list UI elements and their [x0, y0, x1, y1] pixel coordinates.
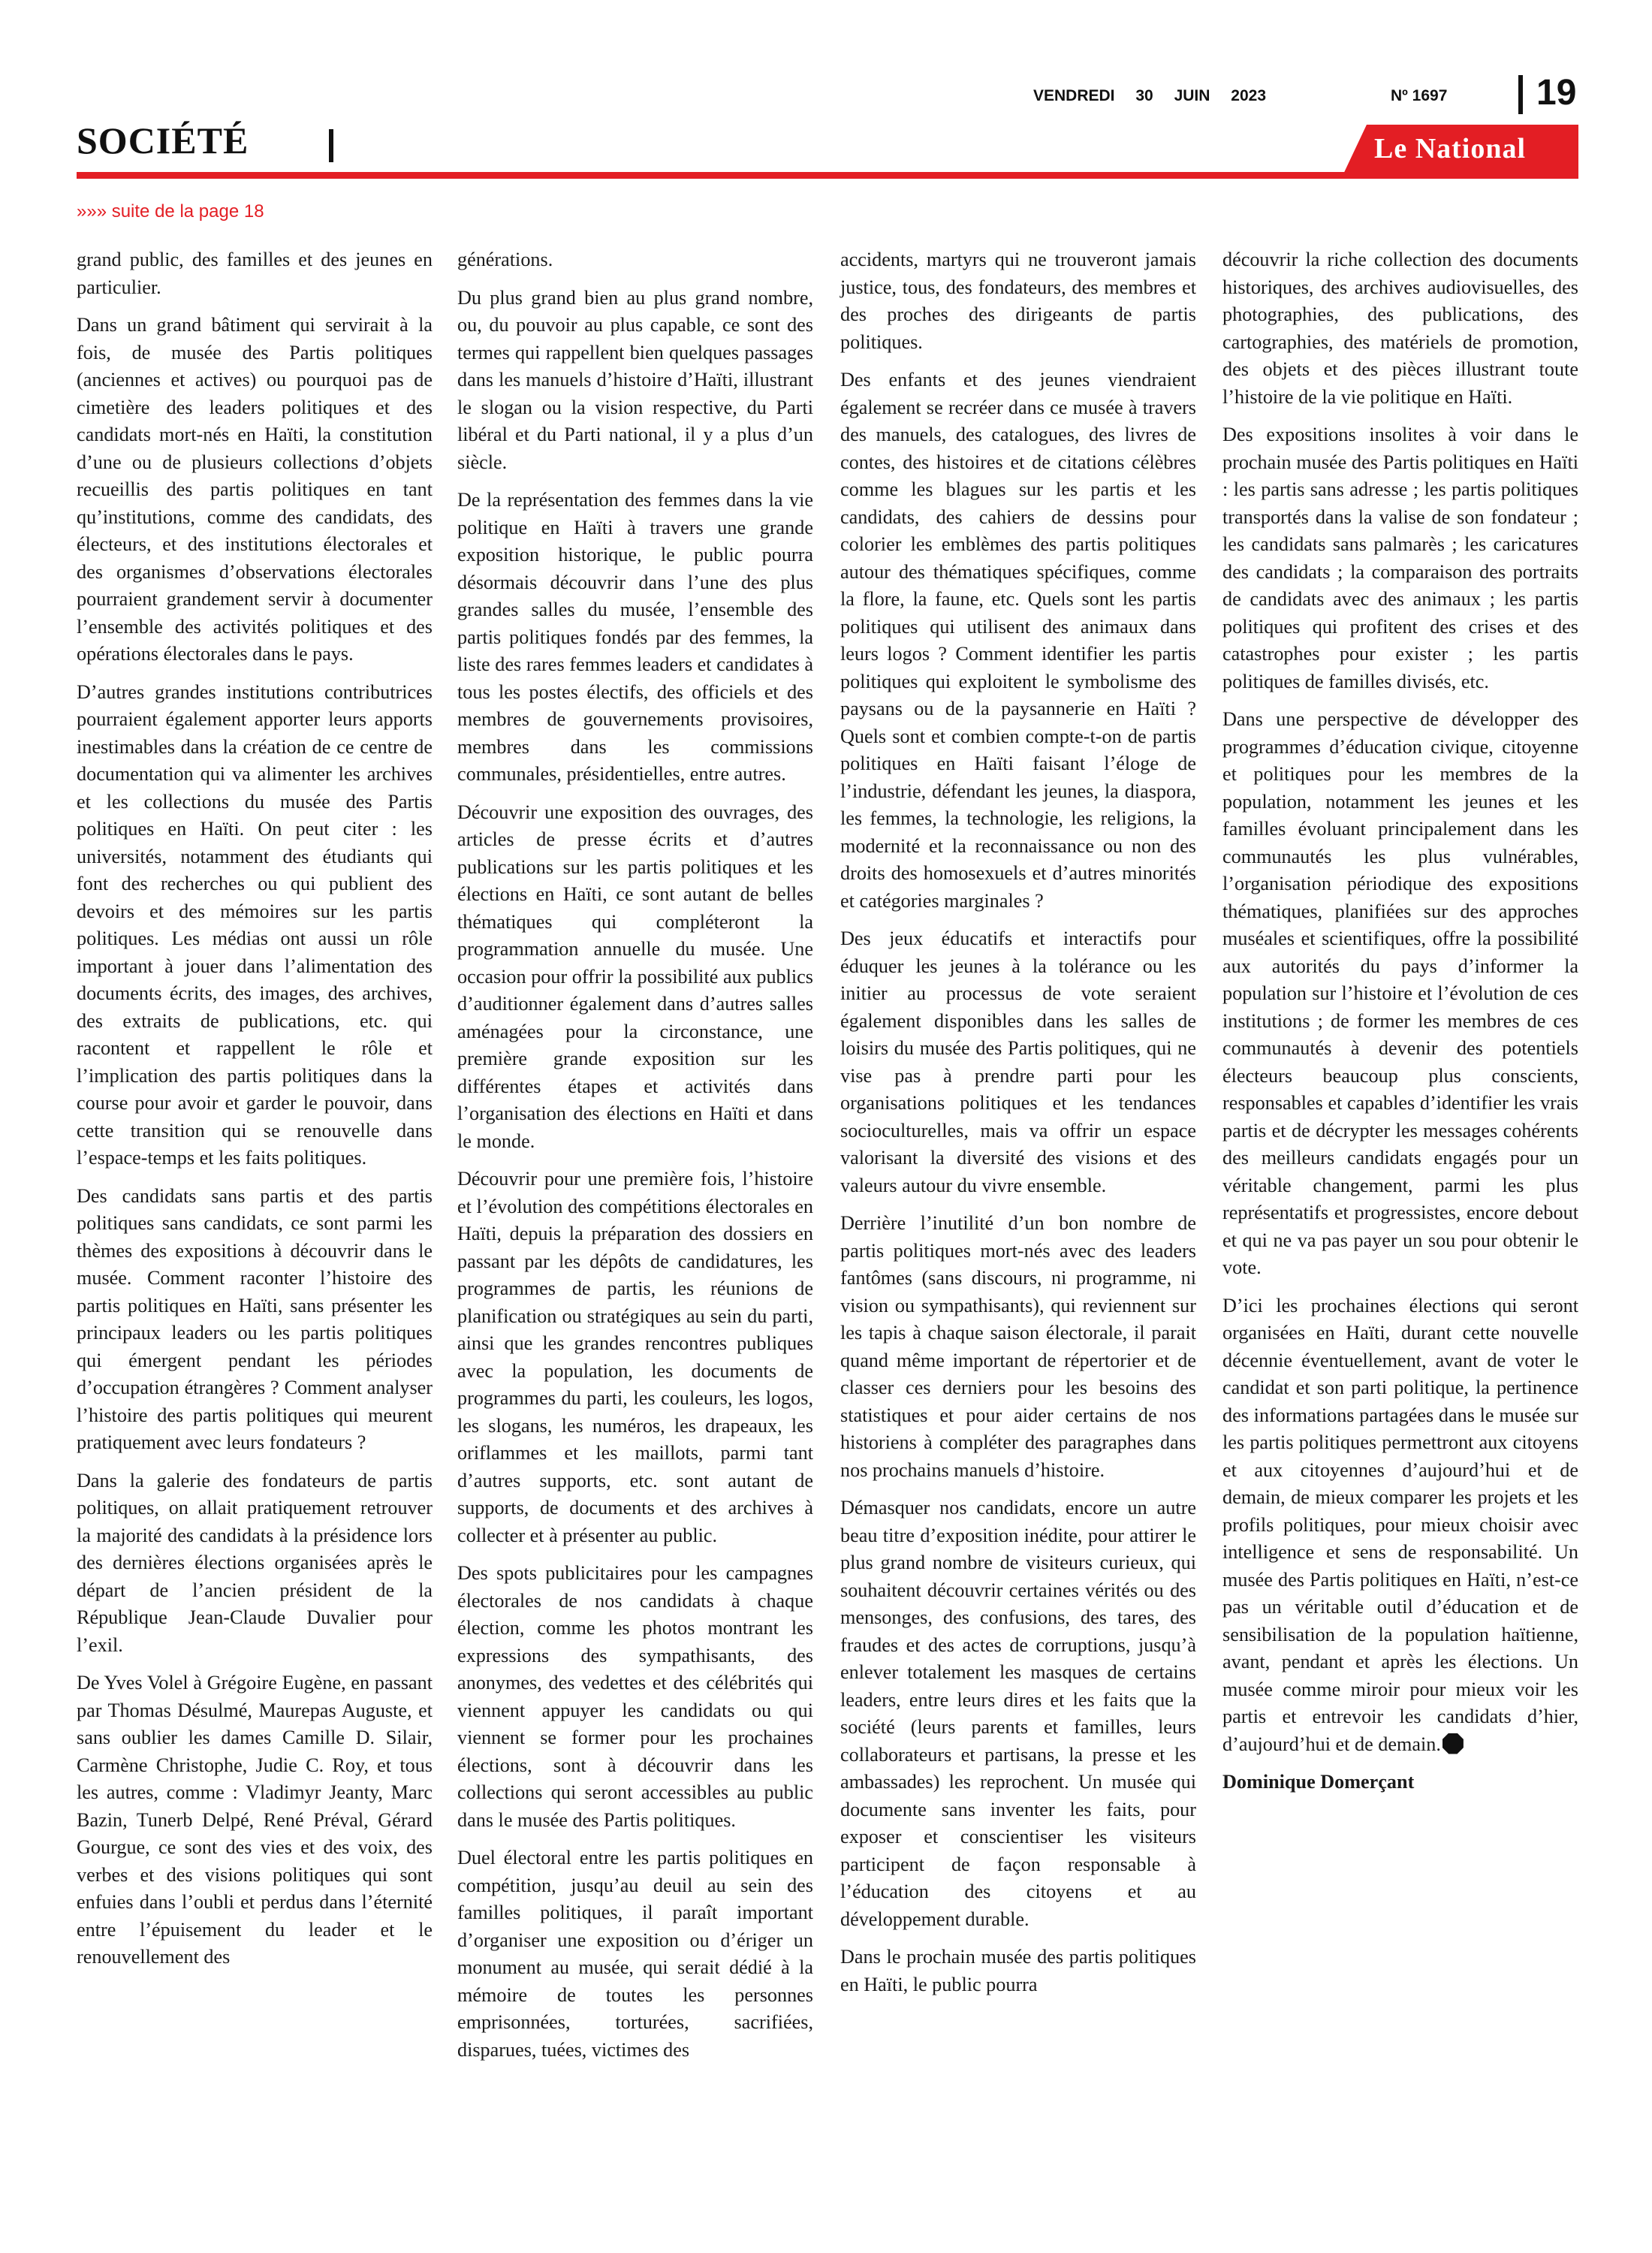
final-paragraph-text: D’ici les prochaines élections qui seront organisées en Haïti, durant cette nouvelle décennie éventuellement, avant de voter le candidat et son parti politique, la pertinence des informations partagées dans le musée sur les partis politiques permettront aux citoyens et aux citoyennes d’aujourd’hui et de demain, de mieux comparer les projets et les profils politiques, pour mieux choisir avec intelligence et sens de responsabilité. Un musée des Partis politiques en Haïti, n’est-ce pas un véritable outil d’éducation et de sensibilisation de la population haïtienne, avant, pendant et après les élections. Un musée comme miroir pour mieux voir les partis et entrevoir les candidats d’hier, d’aujourd’hui et de demain. [1222, 1294, 1578, 1755]
brand-logo-text: Le National [1374, 133, 1527, 164]
paragraph: Des expositions insolites à voir dans le prochain musée des Partis politiques en Haïti : les partis sans adresse ; les partis politiques transportés dans la valise de son fondateur ; les candidats sans palmarès ; les caricatures des candidats ; la comparaison des portraits de candidats avec des animaux ; les partis politiques qui profitent des crises et des catastrophes pour exister ; les partis politiques de familles divisés, etc. [1222, 424, 1578, 692]
date-month: JUIN [1174, 87, 1210, 104]
issue-date [1033, 87, 1283, 105]
section-divider [329, 129, 333, 162]
paragraph: Dans le prochain musée des partis politiques en Haïti, le public pourra [840, 1946, 1196, 1995]
issue-number: Nº 1697 [1391, 87, 1448, 104]
paragraph: Des enfants et des jeunes viendraient également se recréer dans ce musée à travers des manuels, des catalogues, des livres de contes, des histoires et de citations célèbres comme les blagues sur les partis et les candidats, des cahiers de dessins pour colorier les emblèmes des partis politiques autour des thématiques spécifiques, comme la flore, la faune, etc. Quels sont les partis politiques qui utilisent des animaux dans leurs logos ? Comment identifier les partis politiques qui exploitent le symbolisme des paysans ou de la paysannerie en Haïti ? Quels sont et combien compte-t-on de partis politiques en Haïti faisant l’éloge de l’industrie, défendant les jeunes, la diaspora, les femmes, la technologie, les religions, la modernité et la reconnaissance ou non des droits des homosexuels et d’autres minorités et catégories marginales ? [840, 369, 1196, 912]
article-column-1 [77, 246, 433, 1982]
paragraph: Démasquer nos candidats, encore un autre beau titre d’exposition inédite, pour attirer le plus grand nombre de visiteurs curieux, qui souhaitent découvrir certaines vérités ou des mensonges, des confusions, des tares, des fraudes et des actes de corruptions, jusqu’à enlever totalement les masques de certains leaders, entre leurs dires et les faits que la société (leurs parents et familles, leurs collaborateurs et partisans, la presse et les ambassades) les reprochent. Un musée qui documente sans inventer les faits, pour exposer et conscientiser les visiteurs participent de façon responsable à l’éducation des citoyens et au développement durable. [840, 1497, 1196, 1930]
paragraph: Dans un grand bâtiment qui servirait à la fois, de musée des Partis politiques (anciennes et actives) ou pourquoi pas de cimetière des leaders politiques et des candidats mort-nés en Haïti, la constitution d’une ou de plusieurs collections d’objets recueillis des partis politiques en tant qu’institutions, comme des candidats, des électeurs, et des institutions électorales et des organismes d’observations électorales pourraient grandement servir à documenter l’ensemble des activités politiques et des opérations électorales dans le pays. [77, 314, 433, 665]
date-day: VENDREDI [1033, 87, 1115, 104]
date-number: 30 [1135, 87, 1153, 104]
paragraph: Des spots publicitaires pour les campagnes électorales de nos candidats à chaque élection, comme les photos montrant les expressions des sympathisants, des anonymes, des vedettes et des célébrités qui viennent appuyer les candidats ou qui viennent se former pour les prochaines élections, sont à découvrir dans les collections qui seront accessibles au public dans le musée des Partis politiques. [457, 1562, 813, 1831]
paragraph: Duel électoral entre les partis politiques en compétition, jusqu’au deuil au sein des familles politiques, il paraît important d’organiser une exposition ou d’ériger un monument au musée, qui serait dédié à la mémoire de toutes les personnes emprisonnées, torturées, sacrifiées, disparues, tuées, victimes des [457, 1847, 813, 2061]
paragraph: générations. [457, 249, 553, 270]
paragraph: De Yves Volel à Grégoire Eugène, en passant par Thomas Désulmé, Maurepas Auguste, et sans oublier les dames Camille D. Silair, Carmène Christophe, Judie C. Roy, et tous les autres, comme : Vladimyr Jeanty, Marc Bazin, Tunerb Delpé, René Préval, Gérard Gourgue, ce sont des vies et des voix, des verbes et des visions politiques qui sont enfuies dans l’oubli et perdus dans l’éternité entre l’épuisement du leader et le renouvellement des [77, 1672, 433, 1968]
section-title: SOCIÉTÉ [77, 119, 249, 161]
continued-from-label: »»» suite de la page 18 [77, 201, 264, 222]
page-number-divider [1518, 75, 1523, 114]
article-column-4 [1222, 246, 1578, 1807]
end-of-article-icon [1442, 1733, 1464, 1754]
paragraph: Découvrir pour une première fois, l’histoire et l’évolution des compétitions électorales en Haïti, depuis la préparation des dossiers en passant par les dépôts de candidatures, les programmes de partis, les réunions de planification ou stratégiques au sein du parti, ainsi que les grandes rencontres publiques avec la population, les documents de programmes du parti, les couleurs, les logos, les slogans, les numéros, les drapeaux, les oriflammes et les maillots, parmi tant d’autres supports, etc. sont autant de supports, de documents et des archives à collecter et à présenter au public. [457, 1168, 813, 1546]
page-number: 19 [1536, 73, 1577, 113]
article-column-2 [457, 246, 813, 2074]
paragraph: D’autres grandes institutions contributrices pourraient également apporter leurs apports inestimables dans la création de ce centre de documentation qui va alimenter les archives et les collections du musée des Partis politiques en Haïti. On peut citer : les universités, notamment des étudiants qui font des recherches ou qui publient des devoirs et des mémoires sur les partis politiques. Les médias ont aussi un rôle important à jouer dans l’alimentation des documents écrits, des images, des archives, des extraits de publications, etc. qui racontent et rappellent le rôle et l’implication des partis politiques dans la course pour avoir et garder le pouvoir, dans cette transition qui se renouvelle dans l’espace-temps et les faits politiques. [77, 680, 433, 1169]
article-column-3 [840, 246, 1196, 2009]
paragraph: découvrir la riche collection des documents historiques, des archives audiovisuelles, des photographies, des publications, des cartographies, des matériels de promotion, des objets et des pièces illustrant toute l’histoire de la vie politique en Haïti. [1222, 249, 1578, 408]
final-paragraph [1222, 1292, 1578, 1759]
paragraph: Découvrir une exposition des ouvrages, des articles de presse écrits et d’autres publications sur les partis politiques et les élections en Haïti, ce sont autant de belles thématiques qui compléteront la programmation annuelle du musée. Une occasion pour offrir la possibilité aux publics d’auditionner également dans d’autres salles aménagées pour la circonstance, une première grande exposition sur les différentes étapes et activités dans l’organisation des élections en Haïti et dans le monde. [457, 801, 813, 1152]
paragraph: Du plus grand bien au plus grand nombre, ou, du pouvoir au plus capable, ce sont des termes qui rappellent bien quelques passages dans les manuels d’histoire d’Haïti, illustrant le slogan ou la vision respective, du Parti libéral et du Parti national, il y a plus d’un siècle. [457, 286, 813, 473]
paragraph: Des candidats sans partis et des partis politiques sans candidats, ce sont parmi les thèmes des expositions à découvrir dans le musée. Comment raconter l’histoire des partis politiques en Haïti, sans présenter les principaux leaders ou les partis politiques qui émergent pendant les périodes d’occupation étrangères ? Comment analyser l’histoire des partis politiques qui meurent pratiquement avec leurs fondateurs ? [77, 1184, 433, 1453]
paragraph: Derrière l’inutilité d’un bon nombre de partis politiques mort-nés avec des leaders fantômes (sans discours, ni programme, ni vision ou sympathisants), qui reviennent sur les tapis à chaque saison électorale, il parait quand même important de répertorier et de classer ces derniers pour les besoins des statistiques et pour aider certains de nos historiens à compléter des paragraphes dans nos prochains manuels d’histoire. [840, 1212, 1196, 1481]
paragraph: Des jeux éducatifs et interactifs pour éduquer les jeunes à la tolérance ou les initier au processus de vote seraient également disponibles dans les salles de loisirs du musée des Partis politiques, qui ne vise pas à prendre parti pour les organisations politiques et les tendances socioculturelles, mais va offrir un espace valorisant la diversité des visions et des valeurs autour du vivre ensemble. [840, 927, 1196, 1196]
paragraph: Dans la galerie des fondateurs de partis politiques, on allait pratiquement retrouver la majorité des candidats à la présidence lors des dernières élections organisées après le départ de l’ancien président de la République Jean-Claude Duvalier pour l’exil. [77, 1469, 433, 1656]
page-header [0, 0, 1652, 195]
author-byline: Dominique Domerçant [1222, 1771, 1415, 1793]
paragraph: De la représentation des femmes dans la vie politique en Haïti à travers une grande exposition historique, le public pourra désormais découvrir dans l’une des plus grandes salles du musée, l’ensemble des partis politiques fondés par des femmes, la liste des rares femmes leaders et candidates à tous les postes électifs, des officiels et des membres de gouvernements provisoires, membres dans les commissions communales, présidentielles, entre autres. [457, 489, 813, 785]
date-year: 2023 [1231, 87, 1266, 104]
paragraph: Dans une perspective de développer des programmes d’éducation civique, citoyenne et politiques pour les membres de la population, notamment les jeunes et les familles évoluant principalement dans les communautés les plus vulnérables, l’organisation périodique des expositions thématiques, planifiées sur des approches muséales et scientifiques, offre la possibilité aux autorités du pays d’informer la population sur l’histoire et l’évolution de ces institutions ; de former les membres de ces communautés à devenir des potentiels électeurs beaucoup plus conscients, responsables et capables d’identifier les vrais partis et de décrypter les messages cohérents des meilleurs candidats engagés pour un véritable changement, parmi les plus représentatifs et progressistes, encore debout et qui ne va pas payer un sou pour obtenir le vote. [1222, 708, 1578, 1278]
paragraph: accidents, martyrs qui ne trouveront jamais justice, tous, des fondateurs, des membres et des proches des dirigeants de partis politiques. [840, 249, 1196, 353]
paragraph: grand public, des familles et des jeunes en particulier. [77, 249, 433, 298]
